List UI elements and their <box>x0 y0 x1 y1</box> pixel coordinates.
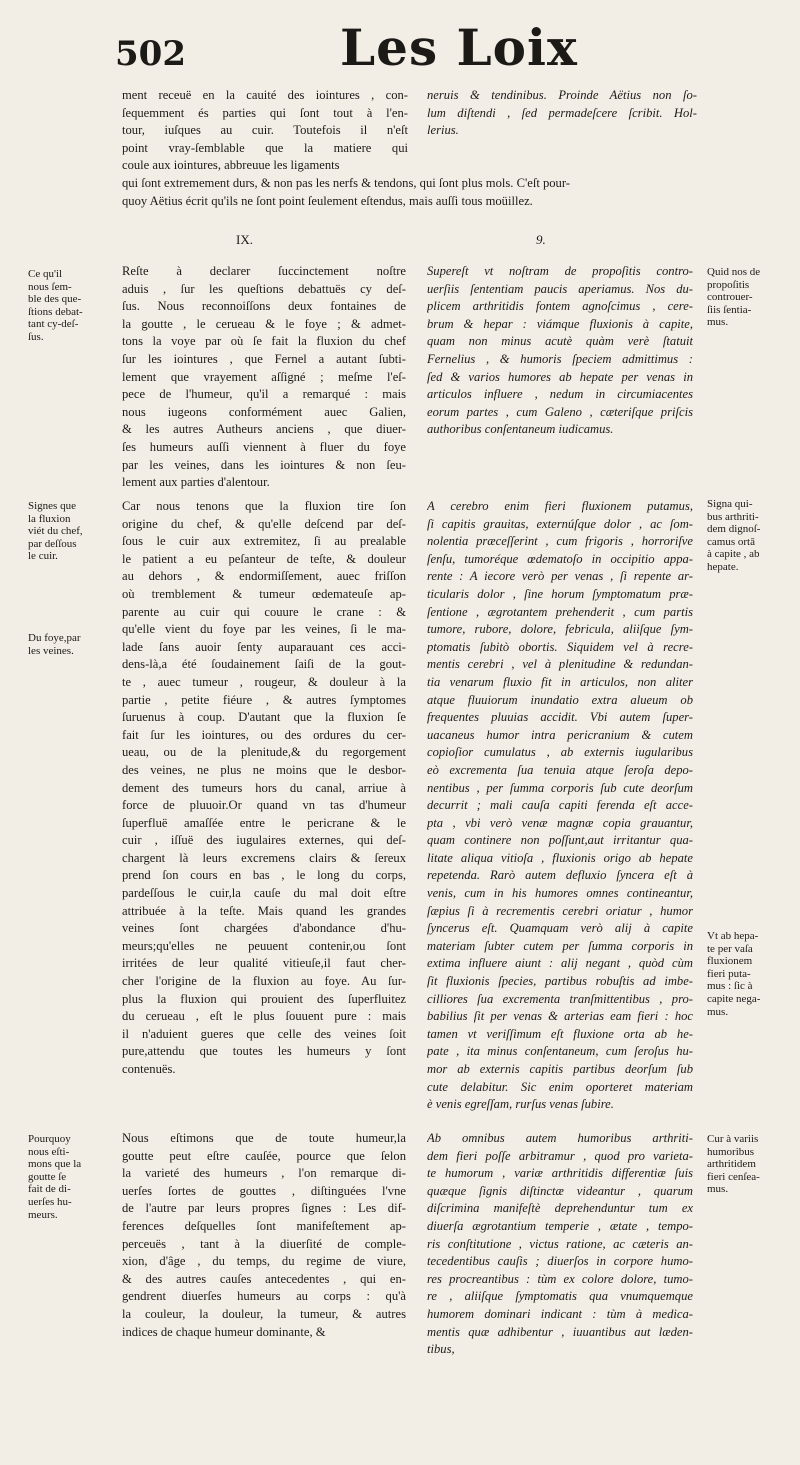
text-line: ſæpius ſi à recrementis cerebri oriatur , humor <box>427 903 693 918</box>
text-line: indices de chaque humeur dominante, & <box>122 1324 326 1339</box>
margin-line: mus. <box>707 316 729 329</box>
text-line: diſcrimina manifeſtè deprehenduntur tum ex <box>427 1201 693 1216</box>
text-line: ſenſu, tumoréque œdematoſo in occipitio appa- <box>427 551 693 566</box>
text-line: Nous eſtimons que de toute humeur,la <box>122 1131 406 1145</box>
text-line: ſur les iointures , que Fernel a autant ſubti- <box>122 351 406 366</box>
latin-paragraph-1 <box>427 263 693 439</box>
margin-line: Vt ab hepa- <box>707 930 759 942</box>
text-line: xion, d'âge , du temps, du regime de viure, <box>122 1254 406 1269</box>
text-line: le patient a eu peſanteur de teſte, & douleur <box>122 551 406 566</box>
text-line: & les autres Autheurs anciens , que diuer- <box>122 422 406 437</box>
text-line: nolentia præceſſerint , cum frigoris , horroriſve <box>427 534 693 549</box>
top-french-continuation <box>122 87 408 175</box>
text-line: pardeſſous le cuir,la cauſe du mal doit eſtre <box>122 886 406 901</box>
text-line: perceuës , tant à la diuerſité de comple- <box>122 1236 406 1251</box>
text-line: ſuruenus à coup. D'autant que la fluxion ſe <box>122 710 406 725</box>
text-line: dem fieri poſſe arbitramur , quod pro varieta- <box>427 1148 693 1163</box>
text-line: de l'autre par leurs propres ſignes : Les dif- <box>122 1201 406 1216</box>
text-line: pure,attendu que toutes les humeurs y ſont <box>122 1044 406 1059</box>
margin-note-right <box>707 1133 760 1196</box>
top-full-width-lines <box>122 175 642 210</box>
text-line: meurs;qu'elles ne peuuent contenir,ou ſont <box>122 938 406 953</box>
text-line: litate aliqua vitioſa , fluxionis origo ab hepate <box>427 850 693 865</box>
margin-line: viét du chef, <box>28 525 83 538</box>
text-line: pta , vbi verò venæ magnæ copia grauantur, <box>427 815 693 830</box>
text-line: prend ſon cours en bas , le long du corps, <box>122 868 406 883</box>
text-line: Supereſt vt noſtram de propoſitis contro- <box>427 264 693 278</box>
text-line: gendrent diuerſes humeurs au corps : qu'à <box>122 1289 406 1304</box>
margin-line: ſus. <box>28 330 44 343</box>
text-line: du cerueau , eſt le plus ſouuent pure : mais <box>122 1009 406 1024</box>
text-line: mor ab externis capitis partibus deorſum ſub <box>427 1062 693 1076</box>
margin-line: Signes que <box>28 500 76 512</box>
margin-line: Signa qui- <box>707 498 753 510</box>
margin-line: capite nega- <box>707 992 761 1005</box>
text-line: il n'aduient gueres que celle des veines ſoit <box>122 1026 406 1041</box>
margin-line: mus. <box>707 1005 729 1018</box>
text-line: cher l'origine de la fluxion au foye. Au ſur- <box>122 974 406 989</box>
text-line: chargent là leurs excremens clairs & ſereux <box>122 850 406 865</box>
text-line: où tremblement & tumeur œdemateuſe ap- <box>122 586 406 601</box>
text-line: è venis egreſſam, rurſus venas ſubire. <box>427 1097 614 1112</box>
text-line: babilius ſit per venas & arterias eam fieri : hoc <box>427 1009 693 1024</box>
text-line: tia venarum fluxio fit in articulos, non aliter <box>427 674 693 689</box>
french-paragraph-3 <box>122 1130 406 1341</box>
text-line: la couleur, la douleur, la tumeur, & autres <box>122 1306 406 1321</box>
text-line: uacaneus humor intra pericranium & cutem <box>427 727 693 742</box>
text-line: qu'elle vient du foye par les veines, ſi le ma- <box>122 622 406 637</box>
text-line: tumore, rubore, dolore, febricula, aliiſque ſym- <box>427 622 693 637</box>
text-line: venis, cum in his humores omnes contineantur, <box>427 886 693 901</box>
text-line: fait ſur les iointures, ou des ordures du cer- <box>122 727 406 742</box>
text-line: ſed & varios humores ab hepate per venas in <box>427 369 693 384</box>
text-line: irritées de leur qualité vitieuſe,il faut cher- <box>122 956 406 971</box>
text-line: au dehors , & endormiſſement, auec friſſon <box>122 569 406 584</box>
margin-line: par deſſous <box>28 537 77 550</box>
text-line: contenuës. <box>122 1062 176 1076</box>
margin-note-right <box>707 498 760 574</box>
margin-line: fieri cenſea- <box>707 1170 760 1183</box>
margin-line: Ce qu'il <box>28 268 63 280</box>
french-paragraph-1 <box>122 263 406 492</box>
text-line: mentis cerebri , vel à plenitudine & redundan- <box>427 657 693 672</box>
text-line: dens-là,a été ſoudainement ſaiſi de la gout- <box>122 657 406 672</box>
text-line: A cerebro enim fieri fluxionem putamus, <box>427 499 693 513</box>
text-line: plus la fluxion qui prouient des ſuperfluitez <box>122 991 406 1006</box>
margin-note-left <box>28 268 83 344</box>
section-number-latin: 9. <box>536 232 546 247</box>
text-line: atque fluuiorum inundatio extra alueum ob <box>427 692 693 707</box>
text-line: lade ſans auoir ſenty auparauant ces acci- <box>122 639 406 654</box>
margin-line: goutte ſe <box>28 1170 67 1183</box>
margin-line: uerſes hu- <box>28 1195 72 1208</box>
text-line: extima influere aiunt : alij negant , quòd cùm <box>427 956 693 971</box>
margin-line: fait de di- <box>28 1183 71 1196</box>
text-line: qui ſont extremement durs, & non pas les nerfs & tendons, qui ſont plus mols. C'eſt pour- <box>122 176 570 190</box>
text-line: humorem dominari indicant : tùm à medica- <box>427 1306 693 1321</box>
text-line: articulos influere , nedum in circumiacentes <box>427 387 693 402</box>
text-line: parente au cuir qui couure le crane : & <box>122 604 406 619</box>
margin-line: fluxionem <box>707 955 753 968</box>
text-line: frequentes pluuias accidit. Vbi autem ſuper- <box>427 710 693 725</box>
text-line: repetenda. Rarò autem defluxio ſyncera eſt à <box>427 868 693 883</box>
text-line: point vray-ſemblable que la matiere qui <box>122 140 408 155</box>
text-line: ferences deſquelles ſont manifeſtement ap- <box>122 1218 406 1233</box>
text-line: te , auec tumeur , rougeur, & douleur à la <box>122 674 406 689</box>
text-line: tour, iuſques au cuir. Toutefois il n'eſt <box>122 123 408 138</box>
text-line: ſentione , ægrotantem prehenderit , cum partis <box>427 604 693 619</box>
margin-line: nous eſti- <box>28 1145 70 1158</box>
page-number: 502 <box>115 34 186 74</box>
text-line: Car nous tenons que la fluxion tire ſon <box>122 499 406 513</box>
margin-line: nous ſem- <box>28 280 72 293</box>
text-line: cilliores ſua excrementa tranſmittentibus , pro- <box>427 991 693 1006</box>
margin-line: mus : ſic à <box>707 980 753 993</box>
text-line: origine du chef, & qu'elle deſcend par deſ- <box>122 516 406 531</box>
text-line: ſi capitis grauitas, externúſque dolor , ac ſom- <box>427 516 693 531</box>
text-line: & des autres cauſes antecedentes , qui en- <box>122 1271 406 1286</box>
margin-line: ſtions debat- <box>28 305 83 318</box>
text-line: brum & hepar : viámque fluxionis à capite, <box>427 316 693 331</box>
text-line: quam continere non poſſunt,aut irritantur qua- <box>427 833 693 848</box>
text-line: te humorum , variæ arthritidis differentiæ ſuis <box>427 1166 693 1181</box>
text-line: Ab omnibus autem humoribus arthriti- <box>427 1131 693 1145</box>
margin-line: Du foye,par <box>28 632 81 644</box>
text-line: uerſes ſortes de gouttes , diſtinguées l'vne <box>122 1183 406 1198</box>
margin-line: mons que la <box>28 1158 82 1171</box>
top-latin-continuation <box>427 87 697 140</box>
margin-line: ſiis ſentia- <box>707 303 752 316</box>
text-line: tons la voye par où ſe fait la fluxion du chef <box>122 334 406 349</box>
text-line: Reſte à declarer ſuccinctement noſtre <box>122 264 406 278</box>
text-line: authoribus conſentaneum iudicamus. <box>427 422 614 437</box>
margin-note-left <box>28 500 83 563</box>
margin-note-left <box>28 632 81 657</box>
running-title: Les Loix <box>340 18 578 77</box>
french-paragraph-2 <box>122 498 406 1079</box>
text-line: pece de l'humeur, qu'il a remarqué : mais <box>122 387 406 402</box>
text-line: goutte peut eſtre cauſée, pource que ſelon <box>122 1148 406 1163</box>
margin-line: camus ortā <box>707 535 755 548</box>
text-line: cute delabitur. Sic enim oporteret materiam <box>427 1079 693 1094</box>
text-line: tamen vt veriſſimum eſt fluxione orta ab he- <box>427 1026 693 1041</box>
margin-line: meurs. <box>28 1208 58 1221</box>
margin-line: Pourquoy <box>28 1133 71 1145</box>
text-line: la goutte , le cerueau & le foye ; & admet- <box>122 316 406 331</box>
margin-line: fieri puta- <box>707 967 751 980</box>
text-line: ueau, ou de la plenitude,& du regorgement <box>122 745 406 760</box>
text-line: ſuperfluë amaſſée entre le pericrane & le <box>122 815 406 830</box>
text-line: partie , petite fiéure , & autres ſymptomes <box>122 692 406 707</box>
margin-note-left <box>28 1133 81 1221</box>
text-line: ſyncerus eſt. Quamquam verò alij à capite <box>427 921 693 936</box>
margin-line: à capite , ab <box>707 548 760 561</box>
text-line: quam non minus acutè quàm verè ſtatuit <box>427 334 693 349</box>
text-line: ptomatis ſubitò obortis. Siquidem vel à recre- <box>427 639 693 654</box>
text-line: plicem arthritidis fontem agnoſcimus , cere- <box>427 299 693 314</box>
text-line: diuerſa ægrotantium temperie , ætate , tempo- <box>427 1218 693 1233</box>
margin-line: Cur à variis <box>707 1133 759 1145</box>
text-line: la varieté des humeurs , l'on remarque di- <box>122 1166 406 1181</box>
margin-line: tant cy-deſ- <box>28 318 79 331</box>
margin-line: te per vaſa <box>707 942 753 955</box>
text-line: pate , ita minus conſentaneum, cum ſeroſus hu- <box>427 1044 693 1059</box>
text-line: uerſiis ſententiam paucis aperiamus. Nos du- <box>427 281 693 296</box>
margin-line: Quid nos de <box>707 266 761 278</box>
text-line: attribuée à la teſte. Mais quand les grandes <box>122 903 406 918</box>
text-line: ſous le cuir aux extremitez, ſi au prealable <box>122 534 406 549</box>
text-line: ment receuë en la cauité des iointures , con- <box>122 88 408 102</box>
text-line: force de pluuoir.Or quand vn tas d'humeur <box>122 798 406 813</box>
text-line: ticularis dolor , ſine horum ſymptomatum præ- <box>427 586 693 601</box>
text-line: Fernelius , & humoris ſpeciem admittimus : <box>427 351 693 366</box>
text-line: lum diſtendi , ſed permadeſcere ſcribit. Hol- <box>427 105 697 120</box>
text-line: quoy Aëtius écrit qu'ils ne ſont point ſeulement eſtendus, mais auſſi tous moüillez. <box>122 193 533 208</box>
margin-line: arthritidem <box>707 1158 756 1171</box>
text-line: decurrit ; mali cauſa capiti ferenda eſt acce- <box>427 798 693 813</box>
text-line: nentibus , per ſumma corporis ſub cute deorſum <box>427 780 693 795</box>
text-line: copioſior cumulatus , ab externis iugularibus <box>427 745 693 760</box>
text-line: rente : A iecore verò per venas , ſi repente ar- <box>427 569 693 584</box>
margin-line: le cuir. <box>28 550 58 563</box>
margin-line: hepate. <box>707 560 739 573</box>
text-line: dement des tumeurs hors du canal, arriue à <box>122 780 406 795</box>
text-line: eorum partes , cum Galeno , cæteriſque priſcis <box>427 404 693 419</box>
text-line: tibus, <box>427 1342 455 1357</box>
margin-note-right <box>707 930 760 1018</box>
margin-line: humoribus <box>707 1145 755 1158</box>
text-line: ſit fluxionis ſpecies, partibus robuſtis ad imbe- <box>427 974 693 989</box>
margin-line: propoſitis <box>707 278 750 291</box>
latin-paragraph-3 <box>427 1130 693 1359</box>
margin-line: dem dignoſ- <box>707 523 761 536</box>
margin-line: ble des que- <box>28 293 82 306</box>
text-line: ſus. Nous reconnoiſſons deux fontaines de <box>122 299 406 314</box>
text-line: ſes humeurs auſſi viennent à fluer du foye <box>122 439 406 454</box>
text-line: lement aux parties d'alentour. <box>122 475 270 490</box>
margin-line: la fluxion <box>28 512 71 525</box>
latin-paragraph-2 <box>427 498 693 1114</box>
text-line: materiam ſubter cutem per ſumma corporis in <box>427 938 693 953</box>
text-line: quæque ſignis diſtinctæ videantur , quarum <box>427 1183 693 1198</box>
text-line: re , aliiſque ſymptomatis qua vnumquemque <box>427 1289 693 1304</box>
text-line: eò excrementa ſua tenuia atque ſeroſa depo- <box>427 762 693 777</box>
text-line: nous iugeons conformément auec Galien, <box>122 404 406 419</box>
text-line: neruis & tendinibus. Proinde Aëtius non ſo- <box>427 88 697 102</box>
text-line: veines ſont chargées d'abondance d'hu- <box>122 921 406 936</box>
text-line: coule aux iointures, abbreuue les ligaments <box>122 158 340 173</box>
margin-line: bus arthriti- <box>707 510 759 523</box>
text-line: des veines, ne plus ne moins que le desbor- <box>122 762 406 777</box>
margin-line: controuer- <box>707 291 753 304</box>
text-line: lement que vrayement aſſigné ; meſme l'eſ- <box>122 369 406 384</box>
text-line: ris conſtitutione , victus ratione, ac cæteris an- <box>427 1236 693 1251</box>
section-number-french: IX. <box>236 232 253 247</box>
text-line: res procreantibus : tùm ex colore dolore, tumo- <box>427 1271 693 1286</box>
text-line: aduis , ſur les queſtions debattuës cy deſ- <box>122 281 406 296</box>
margin-note-right <box>707 266 760 329</box>
margin-line: les veines. <box>28 644 74 657</box>
text-line: tecedentibus cauſis ; diuerſos in corpore humo- <box>427 1254 693 1269</box>
text-line: cuir , iſſuë des iugulaires externes, qui deſ- <box>122 833 406 848</box>
text-line: mentis quæ adhibentur , iuuantibus aut læden- <box>427 1324 693 1339</box>
text-line: ſequemment és parties qui ſont tout à l'en- <box>122 105 408 120</box>
text-line: par les veines, dans les iointures & non ſeu- <box>122 457 406 472</box>
text-line: lerius. <box>427 123 459 138</box>
margin-line: mus. <box>707 1183 729 1196</box>
